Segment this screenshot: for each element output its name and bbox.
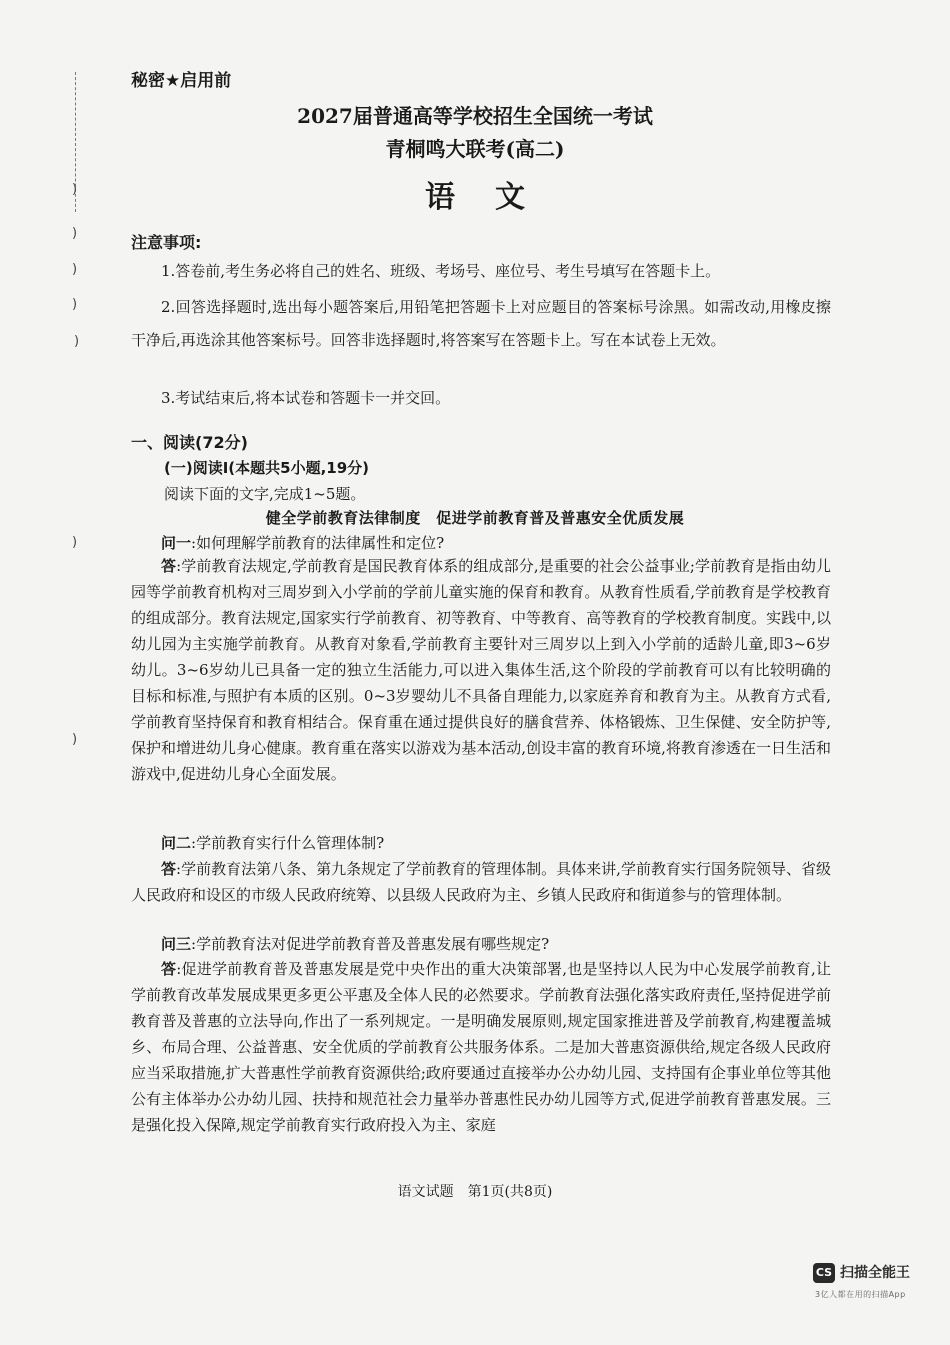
camscanner-name: 扫描全能王	[840, 1265, 910, 1281]
camscanner-logo-icon: CS	[813, 1263, 835, 1283]
secret-label: 秘密★启用前	[131, 71, 232, 91]
article-title: 健全学前教育法律制度 促进学前教育普及普惠安全优质发展	[265, 509, 685, 527]
binding-mark: )	[72, 262, 78, 277]
question-text: :如何理解学前教育的法律属性和定位?	[191, 534, 445, 552]
exam-subtitle: 青桐鸣大联考(高二)	[385, 137, 565, 161]
question-label: 问三	[161, 935, 192, 953]
question-1	[161, 532, 444, 553]
answer-label: 答	[161, 860, 177, 878]
notice-item-2: 2.回答选择题时,选出每小题答案后,用铅笔把答题卡上对应题目的答案标号涂黑。如需改动,用橡皮擦干净后,再选涂其他答案标号。回答非选择题时,将答案写在答题卡上。写在本试卷上无效。	[131, 298, 831, 349]
subsection-heading: (一)阅读Ⅰ(本题共5小题,19分)	[164, 459, 370, 477]
answer-text: :学前教育法规定,学前教育是国民教育体系的组成部分,是重要的社会公益事业;学前教育是指由幼儿园等学前教育机构对三周岁到入小学前的学前儿童实施的保育和教育。从教育性质看,学前教育是学校教育的组成部分。教育法规定,国家实行学前教育、初等教育、中等教育、高等教育的学校教育制度。实践中,以幼儿园为主实施学前教育。从教育对象看,学前教育主要针对三周岁以上到入小学前的适龄儿童,即3~6岁幼儿。3~6岁幼儿已具备一定的独立生活能力,可以进入集体生活,这个阶段的学前教育可以有比较明确的目标和标准,与照护有本质的区别。0~3岁婴幼儿不具备自理能力,以家庭养育和教育为主。从教育方式看,学前教育坚持保育和教育相结合。保育重在通过提供良好的膳食营养、体格锻炼、卫生保健、安全防护等,保护和增进幼儿身心健康。教育重在落实以游戏为基本活动,创设丰富的教育环境,将教育渗透在一日生活和游戏中,促进幼儿身心全面发展。	[131, 557, 831, 783]
answer-text: :学前教育法第八条、第九条规定了学前教育的管理体制。具体来讲,学前教育实行国务院领导、省级人民政府和设区的市级人民政府统筹、以县级人民政府为主、乡镇人民政府和街道参与的管理体制。	[131, 860, 831, 904]
subject-title: 语文	[425, 180, 565, 215]
binding-mark: )	[72, 182, 78, 197]
question-text: :学前教育法对促进学前教育普及普惠发展有哪些规定?	[191, 935, 550, 953]
binding-mark: )	[72, 297, 78, 312]
answer-2	[131, 856, 831, 908]
reading-instruction: 阅读下面的文字,完成1~5题。	[164, 485, 366, 503]
section-heading: 一、阅读(72分)	[131, 433, 248, 452]
answer-label: 答	[161, 557, 177, 575]
question-2	[161, 832, 384, 853]
page-footer: 语文试题 第1页(共8页)	[397, 1184, 553, 1200]
question-text: :学前教育实行什么管理体制?	[191, 834, 385, 852]
question-3	[161, 933, 549, 954]
binding-mark: )	[72, 226, 78, 241]
answer-1	[131, 553, 831, 787]
binding-mark: )	[74, 334, 80, 349]
answer-label: 答	[161, 960, 177, 978]
exam-title: 2027届普通高等学校招生全国统一考试	[297, 104, 653, 128]
answer-text: :促进学前教育普及普惠发展是党中央作出的重大决策部署,也是坚持以人民为中心发展学前教育,让学前教育改革发展成果更多更公平惠及全体人民的必然要求。学前教育法强化落实政府责任,坚持促进学前教育普及普惠的立法导向,作出了一系列规定。一是明确发展原则,规定国家推进普及学前教育,构建覆盖城乡、布局合理、公益普惠、安全优质的学前教育公共服务体系。二是加大普惠资源供给,规定各级人民政府应当采取措施,扩大普惠性学前教育资源供给;政府要通过直接举办公办幼儿园、支持国有企事业单位等其他公有主体举办公办幼儿园、扶持和规范社会力量举办普惠性民办幼儿园等方式,促进学前教育普惠发展。三是强化投入保障,规定学前教育实行政府投入为主、家庭	[131, 960, 831, 1134]
binding-mark: )	[72, 732, 78, 747]
camscanner-tagline: 3亿人都在用的扫描App	[815, 1290, 906, 1299]
question-label: 问一	[161, 534, 192, 552]
notice-item-1: 1.答卷前,考生务必将自己的姓名、班级、考场号、座位号、考生号填写在答题卡上。	[161, 262, 721, 280]
question-label: 问二	[161, 834, 192, 852]
binding-mark: )	[72, 535, 78, 550]
notice-heading: 注意事项:	[131, 233, 202, 252]
notice-item-3: 3.考试结束后,将本试卷和答题卡一并交回。	[161, 389, 451, 407]
answer-3	[131, 956, 831, 1138]
